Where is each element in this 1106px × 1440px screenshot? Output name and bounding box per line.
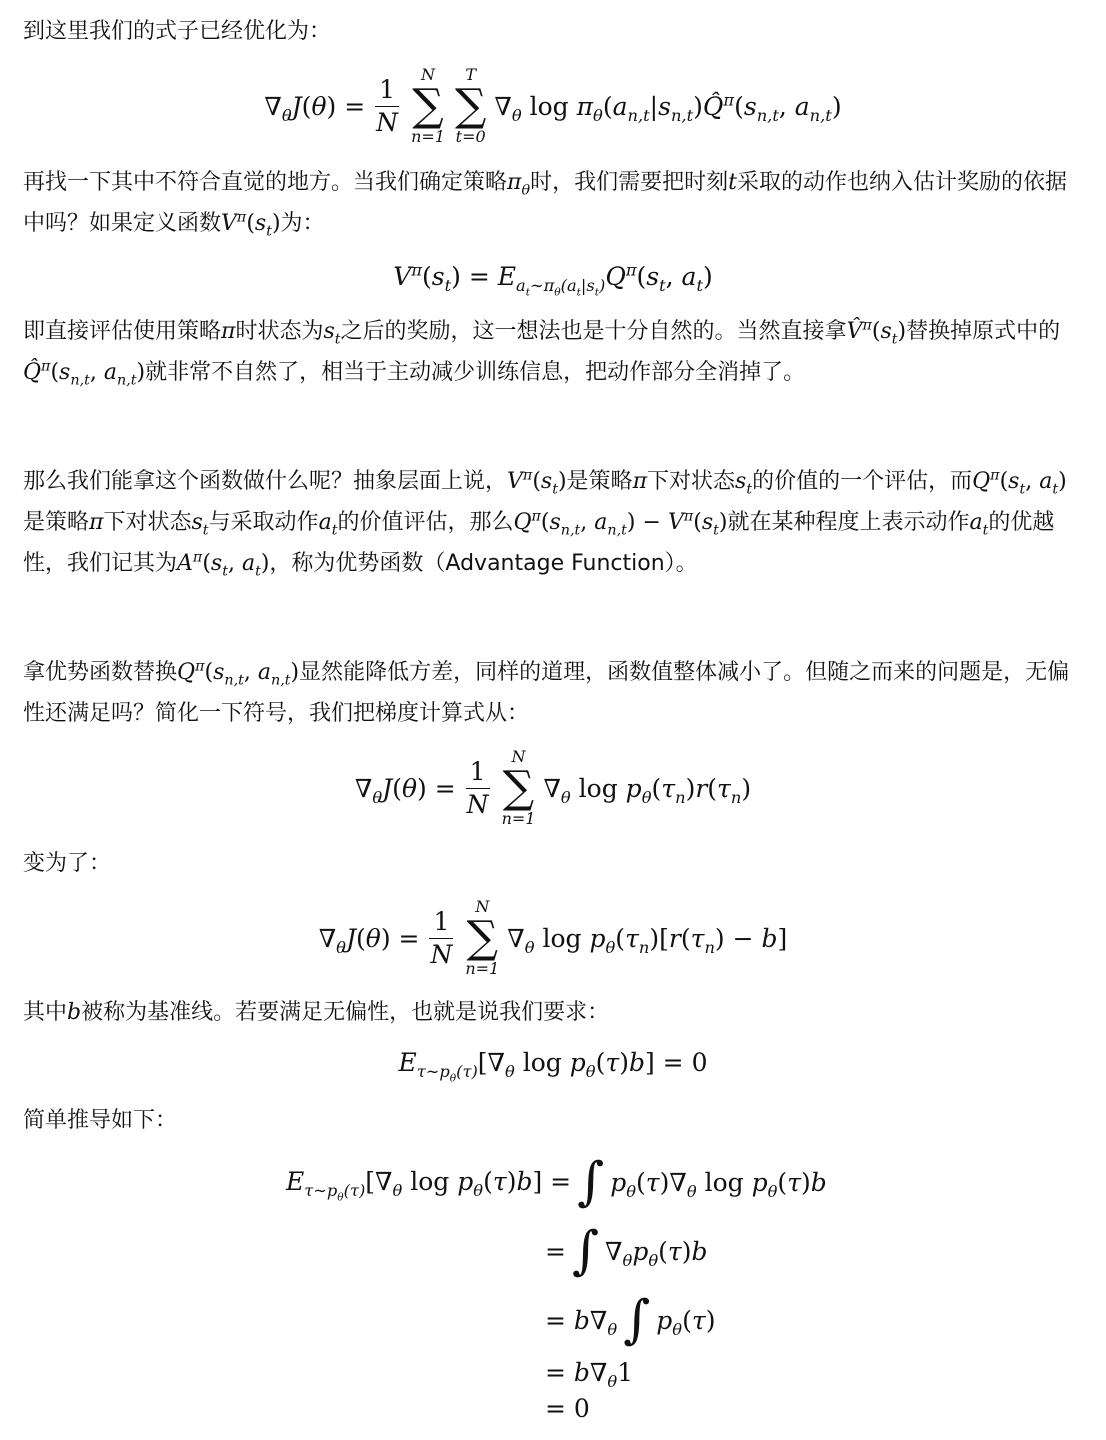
sum-lower-limit: n=1 (411, 127, 445, 146)
frac-numerator: 1 (429, 908, 453, 939)
paragraph-7: 其中b被称为基准线。若要满足无偏性，也就是说我们要求： (23, 1000, 610, 1025)
frac-denominator: N (430, 939, 453, 969)
text-p3e: 就非常不自然了，相当于主动减少训练信息，把动作部分全消掉了。 (145, 360, 806, 385)
integral-sign: ∫ (623, 1290, 651, 1350)
sum-upper-limit: N (511, 747, 526, 766)
equation-gradient-baseline: $\nabla_\theta J(\theta)$ = $\frac{1}{N}$ N ∑ n=1 $\nabla_\theta$ $\log p_\theta(\tau_n)[r(\tau_n) - b]$ (318, 897, 788, 978)
text-p4c: 下对状态 (647, 469, 736, 494)
zero-value: 0 (573, 1394, 590, 1423)
text-p4i: 就在某种程度上表示动作 (727, 510, 970, 535)
paragraph-8 (23, 1100, 1083, 1141)
one-value: 1 (617, 1358, 634, 1387)
sum-upper-limit-t: T (465, 65, 476, 84)
text-p4b: 是策略 (566, 469, 633, 494)
equation-gradient-reward: $\nabla_\theta J(\theta)$ = $\frac{1}{N}$ N ∑ n=1 $\nabla_\theta$ $\log p_\theta(\tau_n)r(\tau_n)$ (354, 747, 752, 828)
paragraph-4: 那么我们能拿这个函数做什么呢？抽象层面上说，$V^\pi(s_t)$是策略π下对状态$s_t$的价值的一个评估，而$Q^\pi(s_t$, $a_t$)是策略π下对状态$s_t$与采取动作$a_t$的价值评估，那么$Q^\pi(s_{n,t}$, $a_{n,t}) - V^\pi(s_t)$就在某种程度上表示动作$a_t$的优越性，我们记其为$A^\pi(s_t$, $a_t$)，称为优势函数（Advantage Function）。 (23, 467, 1067, 580)
sum-upper-limit: N (475, 897, 490, 916)
text-p4f: 下对状态 (103, 510, 192, 535)
text-p4d: 的价值的一个评估，而 (752, 469, 973, 494)
text-p8: 简单推导如下： (23, 1108, 178, 1133)
derivation-row-4: = $b\nabla_\theta 1$ (545, 1358, 634, 1391)
derivation-row-1: $E_{\tau\sim p_\theta(\tau)}[\nabla_\theta$ $\log p_\theta(\tau)b$] = ∫ $p_\theta(\tau)\nabla_\theta$ $\log p_\theta(\tau)b$ (286, 1152, 827, 1212)
text-p3c: 之后的奖励，这一想法也是十分自然的。当然直接拿 (340, 319, 847, 344)
text-p4j: 的优越性，我们记其为 (23, 510, 1055, 576)
text-p7a: 其中 (23, 1000, 68, 1025)
text-p4h: 的价值评估，那么 (337, 510, 514, 535)
text-p1: 到这里我们的式子已经优化为： (23, 19, 332, 44)
frac-denominator: N (466, 789, 489, 819)
text-p2a: 再找一下其中不符合直觉的地方。当我们确定策略 (23, 170, 508, 195)
frac-numerator: 1 (375, 76, 399, 107)
text-p2d: 为： (280, 211, 325, 236)
equation-value-function: $V^\pi(s_t) = E_{a_t\sim\pi_\theta(a_t|s_t)}Q^\pi(s_t$, $a_t$) (393, 260, 713, 299)
paragraph-2: 再找一下其中不符合直觉的地方。当我们确定策略$\pi_\theta$时，我们需要把时刻t采取的动作也纳入估计奖励的依据中吗？如果定义函数$V^\pi(s_t)$为： (23, 170, 1067, 240)
text-p4g: 与采取动作 (208, 510, 319, 535)
text-p4e: 是策略 (23, 510, 90, 535)
sum-lower-limit-t: t=0 (455, 127, 486, 146)
derivation-row-5: = 0 (545, 1394, 590, 1423)
derivation-row-3: = $b\nabla_\theta$ ∫ $p_\theta(\tau)$ (545, 1290, 716, 1350)
text-p7b: 被称为基准线。若要满足无偏性，也就是说我们要求： (81, 1000, 610, 1025)
sum-lower-limit: n=1 (501, 809, 536, 828)
paragraph-5: 拿优势函数替换$Q^\pi(s_{n,t}$, $a_{n,t}$)显然能降低方差，同样的道理，函数值整体减小了。但随之而来的问题是，无偏性还满足吗？简化一下符号，我们把梯度计算式从： (23, 658, 1070, 726)
text-p3a: 即直接评估使用策略 (23, 319, 222, 344)
paragraph-6 (23, 843, 1083, 884)
equation-policy-gradient-q: $\nabla_\theta J(\theta)$ = $\frac{1}{N}$ N ∑ n=1 T ∑ t=0 $\nabla_\theta$ $\log \pi_\theta(a_{n,t}|s_{n,t})Q̂^\pi(s_{n,t}$, $a_{n,t}$) (264, 65, 842, 146)
sum-lower-limit: n=1 (465, 959, 500, 978)
derivation-row-2: = ∫ $\nabla_\theta p_\theta(\tau)b$ (545, 1221, 708, 1281)
text-p4k: ，称为优势函数（Advantage Function）。 (269, 551, 698, 576)
text-p5b: 显然能降低方差，同样的道理，函数值整体减小了。但随之而来的问题是，无偏性还满足吗？简化一下符号，我们把梯度计算式从： (23, 660, 1070, 726)
frac-denominator: N (376, 107, 399, 137)
text-p4a: 那么我们能拿这个函数做什么呢？抽象层面上说， (23, 469, 508, 494)
text-p2c: 采取的动作也纳入估计奖励的依据中吗？如果定义函数 (23, 170, 1067, 236)
text-p5a: 拿优势函数替换 (23, 660, 178, 685)
integral-sign: ∫ (571, 1221, 600, 1281)
text-p2b: 时，我们需要把时刻 (530, 170, 729, 195)
frac-numerator: 1 (466, 758, 490, 789)
paragraph-3: 即直接评估使用策略π时状态为$s_t$之后的奖励，这一想法也是十分自然的。当然直接拿$V̂^\pi(s_t)$替换掉原式中的$Q̂^\pi(s_{n,t}$, $a_{n,t}$)就非常不自然了，相当于主动减少训练信息，把动作部分全消掉了。 (23, 317, 1061, 389)
text-p3b: 时状态为 (235, 319, 324, 344)
eq-zero: 0 (691, 1048, 708, 1077)
paragraph-1 (23, 11, 1083, 52)
sum-upper-limit: N (421, 65, 435, 84)
text-p3d: 替换掉原式中的 (906, 319, 1061, 344)
equation-unbiased-requirement: $E_{\tau\sim p_\theta(\tau)}[\nabla_\theta$ $\log p_\theta(\tau)b] = 0$ (398, 1048, 708, 1085)
text-p6: 变为了： (23, 851, 112, 876)
integral-sign: ∫ (577, 1152, 605, 1212)
